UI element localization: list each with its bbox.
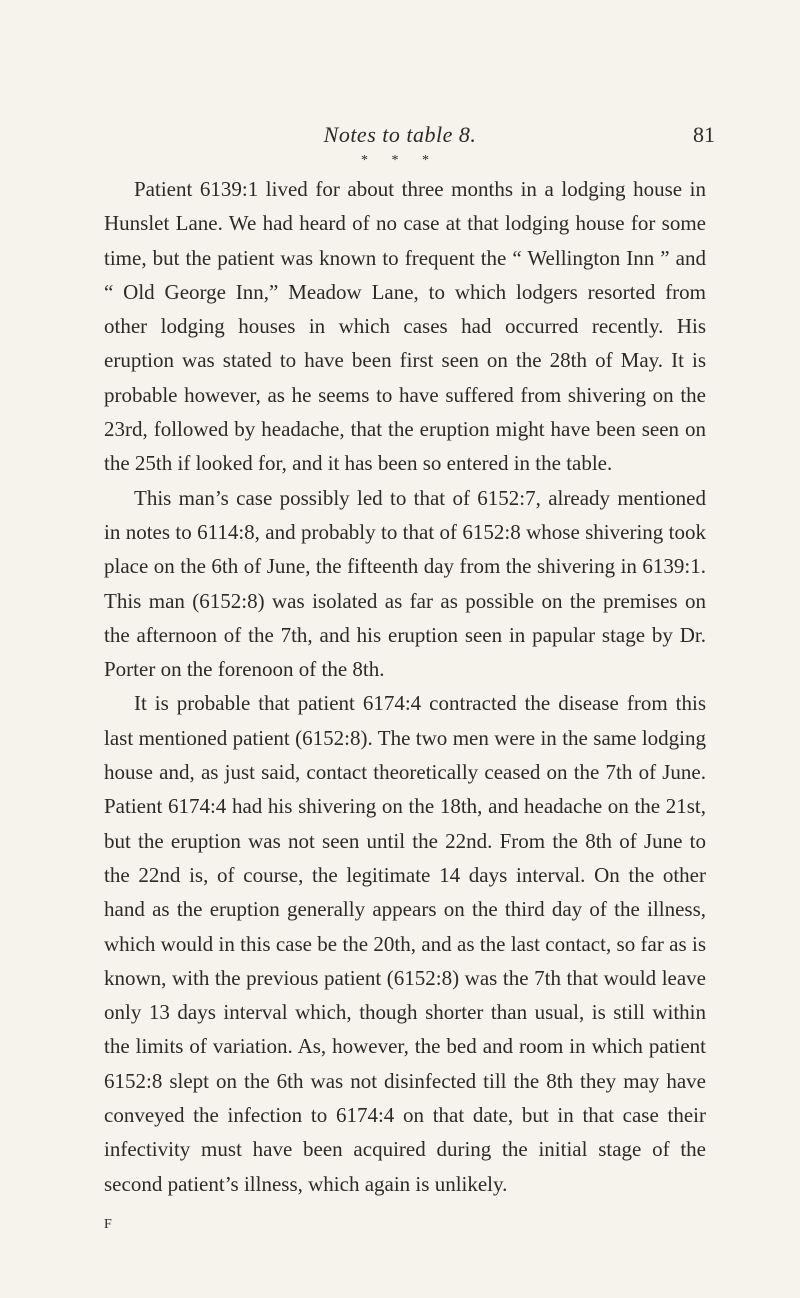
paragraph-2: This man’s case possibly led to that of 6152:7, already mentioned in notes to 6114:8, and probably to that of 6152:8 whose shivering took place on the 6th of June, the fifteenth day from the shivering in 6139:1. This man (6152:8) was isolated as far as possible on the premises on the afternoon of the 7th, and his eruption seen in papular stage by Dr. Porter on the forenoon of the 8th. <box>104 485 706 682</box>
paragraph-3: It is probable that patient 6174:4 contracted the disease from this last mentioned patient (6152:8). The two men were in the same lodging house and, as just said, contact theoretically ceased on the 7th of June. Patient 6174:4 had his shivering on the 18th, and headache on the 21st, but the eruption was not seen until the 22nd. From the 8th of June to the 22nd is, of course, the legitimate 14 days interval. On the other hand as the eruption generally appears on the third day of the illness, which would in this case be the 20th, and as the last contact, so far as is known, with the previous patient (6152:8) was the 7th that would leave only 13 days interval which, though shorter than usual, is still within the limits of variation. As, however, the bed and room in which patient 6152:8 slept on the 6th was not disinfected till the 8th they may have conveyed the infection to 6174:4 on that date, but in that case their infectivity must have been acquired during the initial stage of the second patient’s illness, which again is unlikely. <box>104 691 706 1196</box>
page-number: 81 <box>693 122 715 147</box>
body-text <box>104 172 706 1201</box>
paragraph-1: Patient 6139:1 lived for about three months in a lodging house in Hunslet Lane. We had heard of no case at that lodging house for some time, but the patient was known to frequent the “ Wellington Inn ” and “ Old George Inn,” Meadow Lane, to which lodgers resorted from other lodging houses in which cases had occurred recently. His eruption was stated to have been first seen on the 28th of May. It is probable however, as he seems to have suffered from shivering on the 23rd, followed by headache, that the eruption might have been seen on the 25th if looked for, and it has been so entered in the table. <box>104 177 706 476</box>
signature-mark: F <box>104 1217 112 1232</box>
section-ornament: * * * <box>361 153 439 168</box>
running-head <box>0 122 800 152</box>
running-title: Notes to table 8. <box>323 122 477 147</box>
